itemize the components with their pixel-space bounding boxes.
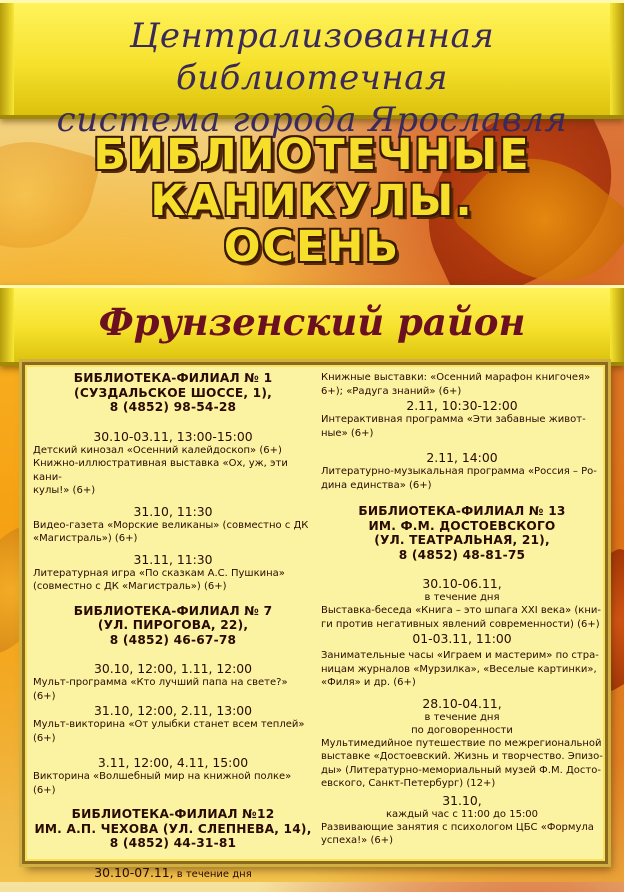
event-date-note: по договоренности	[411, 724, 513, 736]
event-text: выставке «Достоевский. Жизнь и творчество. Эпизо-	[321, 751, 603, 762]
event-text: ницам журналов «Мурзилка», «Веселые картинки»,	[321, 663, 597, 675]
right-column	[321, 371, 603, 858]
event-text: ги против негативных явлений современности) (6+)	[321, 618, 600, 630]
event-date: 31.10,	[442, 792, 482, 808]
event-date: 3.11, 12:00, 4.11, 15:00	[97, 755, 249, 770]
event-text: «Магистраль») (6+)	[33, 533, 138, 544]
event-text: Интерактивная программа «Эти забавные живот-	[321, 414, 586, 425]
event-text: успеха!» (6+)	[321, 835, 394, 846]
headline-line2: КАНИКУЛЫ.	[150, 176, 474, 226]
event-text: Литературная игра «По сказкам А.С. Пушкина»	[33, 567, 285, 579]
header-banner	[0, 0, 624, 140]
library-name-extra: ИМ. Ф.М. ДОСТОЕВСКОГО	[368, 518, 556, 533]
event-text: кулы!» (6+)	[33, 485, 96, 496]
event-text: Литературно-музыкальная программа «Россия – Ро-	[321, 466, 597, 477]
event-date: 31.11, 11:30	[133, 551, 213, 567]
event-text: 6+); «Радуга знаний» (6+)	[321, 385, 462, 397]
event-text: Видео-газета «Морские великаны» (совместно с ДК	[33, 519, 309, 531]
event-text: Развивающие занятия с психологом ЦБС «Формула	[321, 821, 594, 833]
district-title: Фрунзенский район	[98, 300, 526, 344]
event-date: 28.10-04.11,	[422, 695, 502, 711]
event-text: дина единства» (6+)	[321, 479, 432, 491]
library-title	[33, 604, 313, 648]
event-text: Мульт-викторина «От улыбки станет всем теплей»	[33, 719, 305, 730]
event-text: Детский кинозал «Осенний калейдоскоп» (6+)	[33, 444, 282, 456]
library-title	[321, 504, 603, 562]
library-address: (СУЗДАЛЬСКОЕ ШОССЕ, 1),	[74, 385, 272, 400]
event-text: Мульт-программа «Кто лучший папа на свете?» (6+)	[33, 677, 288, 702]
event-date-note: в течение дня	[173, 868, 252, 880]
schedule-panel	[22, 362, 608, 880]
library-12-section	[33, 807, 313, 882]
library-7-section	[33, 604, 313, 798]
library-phone: 8 (4852) 98-54-28	[109, 400, 237, 414]
left-column	[33, 371, 313, 892]
library-address: (УЛ. ПИРОГОВА, 22),	[97, 618, 249, 632]
event-date	[33, 865, 313, 882]
event-text: Книжно-иллюстративная выставка «Ох, уж, эти кани-	[33, 458, 288, 483]
library-title	[33, 371, 313, 415]
event-text: ные» (6+)	[321, 427, 374, 439]
district-banner	[0, 285, 624, 366]
event-date: 2.11, 14:00	[426, 450, 498, 465]
library-phone: 8 (4852) 48-81-75	[398, 547, 526, 562]
event-date-note: в течение дня	[424, 711, 500, 723]
library-phone: 8 (4852) 44-31-81	[109, 836, 237, 850]
event-date: 2.11, 10:30-12:00	[406, 398, 518, 413]
event-text: Книжные выставки: «Осенний марафон книгочея»	[321, 372, 591, 383]
event-text: (6+)	[33, 732, 56, 744]
event-date: 30.10-03.11, 13:00-15:00	[93, 428, 253, 444]
event-date: 01-03.11, 11:00	[412, 631, 512, 646]
event-text: ды» (Литературно-мемориальный музей Ф.М. Досто-	[321, 764, 601, 776]
event-text: Мультимедийное путешествие по межрегиональной	[321, 737, 602, 749]
event-date: 31.10, 11:30	[133, 503, 213, 519]
event-date-note: каждый час с 11:00 до 15:00	[385, 808, 539, 820]
event-date: 30.10-06.11,	[422, 576, 502, 591]
event-date-note: в течение дня	[424, 592, 500, 603]
headline	[0, 132, 624, 270]
event-text: (6+)	[33, 784, 56, 796]
event-date: 30.10, 12:00, 1.11, 12:00	[93, 661, 253, 676]
library-name: БИБЛИОТЕКА-ФИЛИАЛ № 13	[358, 504, 566, 518]
library-phone: 8 (4852) 46-67-78	[109, 632, 237, 647]
event-text: Занимательные часы «Играем и мастерим» по стра-	[321, 650, 599, 661]
event-text: Выставка-беседа «Книга – это шпага XXI века» (кни-	[321, 605, 601, 616]
event-date: 31.10, 12:00, 2.11, 13:00	[93, 703, 253, 718]
library-title	[33, 807, 313, 851]
org-title	[0, 3, 624, 141]
event-text: евского, Санкт-Петербург) (12+)	[321, 778, 496, 789]
org-title-line1: Централизованная библиотечная	[129, 16, 495, 98]
library-name: БИБЛИОТЕКА-ФИЛИАЛ №12	[71, 807, 275, 821]
library-name: БИБЛИОТЕКА-ФИЛИАЛ № 1	[73, 371, 273, 385]
library-address: (УЛ. ТЕАТРАЛЬНАЯ, 21),	[374, 533, 550, 547]
headline-line3: ОСЕНЬ	[223, 222, 401, 272]
library-name: БИБЛИОТЕКА-ФИЛИАЛ № 7	[73, 603, 273, 618]
headline-line1: БИБЛИОТЕЧНЫЕ	[93, 130, 531, 180]
event-text: «Филя» и др. (6+)	[321, 677, 416, 688]
library-address: ИМ. А.П. ЧЕХОВА (УЛ. СЛЕПНЕВА, 14),	[34, 821, 312, 836]
org-title-line2: система города Ярославля	[56, 100, 568, 140]
library-1-section	[33, 371, 313, 594]
library-13-section	[321, 504, 603, 848]
event-text: Викторина «Волшебный мир на книжной полке»	[33, 771, 292, 782]
event-text: (совместно с ДК «Магистраль») (6+)	[33, 581, 227, 592]
event-date-value: 30.10-07.11,	[94, 864, 174, 880]
